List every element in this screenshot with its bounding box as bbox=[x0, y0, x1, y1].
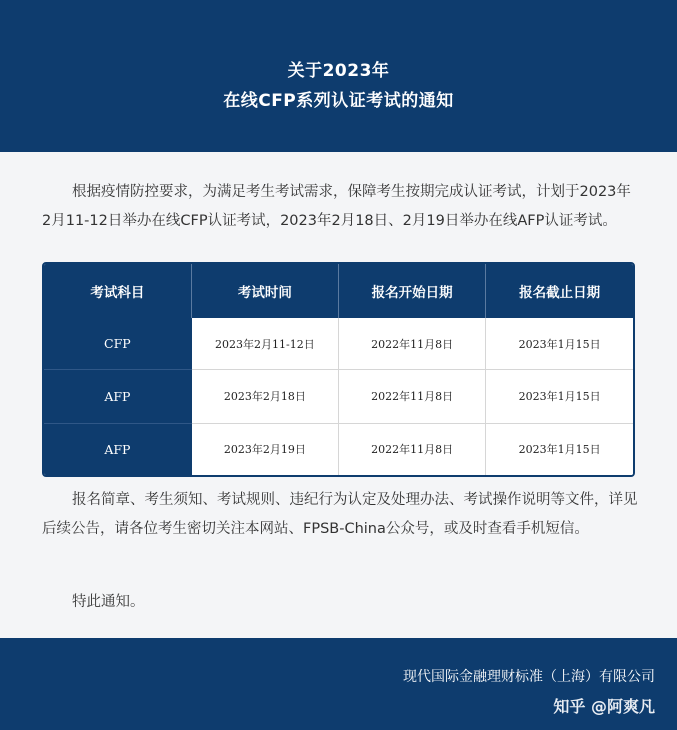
notice-header bbox=[0, 0, 677, 152]
table-row bbox=[44, 370, 633, 423]
notice-title-line1: 关于2023年 bbox=[287, 61, 390, 81]
exam-subject-cell: AFP bbox=[44, 423, 191, 475]
details-paragraph: 报名简章、考生须知、考试规则、违纪行为认定及处理办法、考试操作说明等文件，详见后续公告，请各位考生密切关注本网站、FPSB-China公众号，或及时查看手机短信。 bbox=[42, 492, 638, 537]
exam-subject-cell: CFP bbox=[44, 318, 191, 370]
registration-start-cell: 2022年11月8日 bbox=[339, 370, 486, 423]
registration-deadline-cell: 2023年1月15日 bbox=[486, 370, 633, 423]
exam-date-cell: 2023年2月11-12日 bbox=[191, 318, 338, 370]
exam-date-cell: 2023年2月18日 bbox=[191, 370, 338, 423]
organization-name: 现代国际金融理财标准（上海）有限公司 bbox=[403, 669, 655, 685]
registration-deadline-cell: 2023年1月15日 bbox=[486, 318, 633, 370]
column-header: 报名开始日期 bbox=[339, 264, 486, 318]
registration-start-cell: 2022年11月8日 bbox=[339, 423, 486, 475]
exam-subject-cell: AFP bbox=[44, 370, 191, 423]
column-header: 考试时间 bbox=[191, 264, 338, 318]
column-header: 考试科目 bbox=[44, 264, 191, 318]
registration-start-cell: 2022年11月8日 bbox=[339, 318, 486, 370]
closing-paragraph: 特此通知。 bbox=[72, 594, 145, 610]
exam-schedule-table bbox=[42, 262, 635, 477]
notice-title-line2: 在线CFP系列认证考试的通知 bbox=[223, 91, 454, 111]
table-row bbox=[44, 423, 633, 475]
watermark: 知乎 @阿爽凡 bbox=[553, 697, 655, 716]
notice-footer bbox=[0, 638, 677, 730]
table-header-row bbox=[44, 264, 633, 318]
table-row bbox=[44, 318, 633, 370]
exam-date-cell: 2023年2月19日 bbox=[191, 423, 338, 475]
intro-paragraph: 根据疫情防控要求，为满足考生考试需求，保障考生按期完成认证考试，计划于2023年2月11-12日举办在线CFP认证考试，2023年2月18日、2月19日举办在线AFP认证考试。 bbox=[42, 184, 631, 229]
column-header: 报名截止日期 bbox=[486, 264, 633, 318]
notice-content bbox=[0, 152, 677, 638]
registration-deadline-cell: 2023年1月15日 bbox=[486, 423, 633, 475]
